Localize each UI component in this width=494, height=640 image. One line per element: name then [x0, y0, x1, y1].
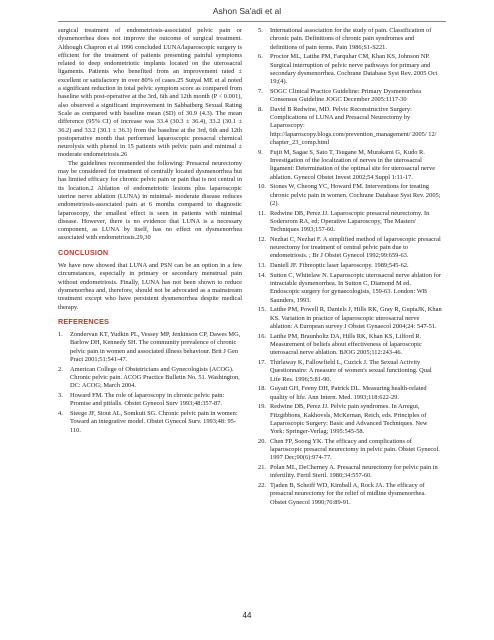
reference-item: [258, 306, 442, 331]
reference-item: [58, 331, 242, 364]
reference-number: 15.: [258, 306, 266, 314]
reference-list: [258, 27, 442, 507]
reference-text: Thirlaway K, Fallowfield L, Cuzick J. The Sexual Activity Questionnaire: A measure of women's sexual functioning. Qual Life Res. 1996;5:81-90.: [270, 358, 432, 383]
reference-item: [258, 438, 442, 463]
reference-item: [258, 272, 442, 305]
header-rule: [58, 21, 446, 22]
reference-text: Zondervan KT, Yudkin PL, Vessey MP, Jenkinson CP, Dawes MG, Barlow DH, Kennedy SH. The community prevalence of chronic pelvic pain in women and associated illness behaviour. Brit J Gen Pract 2001;51:541-47.: [70, 331, 241, 363]
reference-number: 11.: [258, 209, 266, 217]
reference-item: [258, 210, 442, 235]
reference-number: 10.: [258, 183, 266, 191]
reference-number: 18.: [258, 385, 266, 393]
conclusion-paragraph: We have now showed that LUNA and PSN can be an option in a few circumstances, especially in primary or secondary menstrual pain without endometriosis. Finally, LUNA has not been shown to reduce dysmenorrhea and, therefore, should not be advocated as a mainstream treatment except who have persistent dysmenorrhea despite medical therapy.: [58, 262, 242, 311]
reference-item: [258, 403, 442, 436]
reference-number: 16.: [258, 332, 266, 340]
reference-number: 19.: [258, 403, 266, 411]
reference-item: [258, 53, 442, 86]
reference-text: SOGC Clinical Practice Guideline: Primary Dysmenorrhea Consensus Guideline JOGC December 2005:1117-30: [270, 87, 422, 104]
reference-number: 4.: [58, 409, 63, 417]
reference-item: [58, 410, 242, 435]
reference-item: [58, 392, 242, 409]
reference-text: Proctor ML, Latthe PM, Farquhar CM, Khan KS, Johnson NP. Surgical interruption of pelvic nerve pathways for primary and secondary dysmenorrhea. Cochrane Database Syst Rev. 2005 Oct 19;(4).: [270, 53, 438, 86]
reference-number: 17.: [258, 358, 266, 366]
page-number: 44: [242, 611, 252, 620]
reference-number: 8.: [258, 105, 263, 113]
reference-number: 9.: [258, 148, 263, 156]
reference-number: 1.: [58, 331, 63, 339]
reference-item: [258, 236, 442, 261]
reference-item: [258, 385, 442, 402]
right-column: [258, 27, 442, 508]
reference-item: [258, 333, 442, 358]
reference-text: Redwine DB, Perez JJ. Laparoscopic presacral neurectomy. In Sodersrom RA, ed; Operative Laparoscopy, The Masters' Techniques 1993;157-60.: [270, 209, 430, 234]
reference-number: 20.: [258, 437, 266, 445]
reference-text: Stones W, Cheong YC, Howard FM. Interventions for treating chronic pelvic pain in women. Cochrane Database Syst Rev. 2005;(2).: [270, 183, 441, 207]
reference-number: 5.: [258, 27, 263, 34]
reference-number: 3.: [58, 391, 63, 399]
reference-text: American College of Obstetricians and Gynecologists (ACOG). Chronic pelvic pain. ACOG Practice Bulletin No. 51. Washington, DC: ACOG; March 2004.: [70, 365, 240, 390]
reference-item: [258, 359, 442, 384]
reference-text: Guyatt GH, Feeny DH, Patrick DL. Measuring health-related quality of life. Ann Intern. Med. 1993;118:622-29.: [270, 385, 427, 401]
reference-text: Tjaden B, Scheiff WD, Kimball A, Rock JA. The efficacy of presacral neurectomy for the relief of midline dysmenorrhea. Obstet Gynecol 1990;76:89-91.: [270, 482, 426, 506]
reference-item: [258, 27, 442, 52]
reference-text: Steege JF, Stout AL, Somkuti SG. Chronic pelvic pain in women: Toward an integrative model. Obstet Gynecol Surv. 1993;48: 95-110.: [70, 409, 238, 434]
reference-number: 12.: [258, 235, 266, 243]
reference-item: [258, 482, 442, 507]
reference-item: [258, 149, 442, 182]
reference-item: [258, 106, 442, 147]
reference-text: Daniell JF. Fibreoptic laser laparoscopy. 1989;545-62.: [270, 262, 409, 270]
body-paragraph: The guidelines recommended the following: Presacral neurectomy may be considered for treatment of centrally located dysmenorrhea but has limited efficacy for chronic pelvic pain or pain that is not central in its location.2 Ablation of endometriotic lesions plus laparoscopic uterine nerve ablation (LUNA) in minimal- moderate disease reduces endometriosis-associated pain at 6 months compared to diagnostic laparoscopy, the smallest effect is seen in patients with minimal disease. However, there is no evidence that LUNA is a necessary component, as LUNA by itself, has no effect on dysmenorrhea associated with endometriosis.29,30: [58, 159, 242, 242]
reference-number: 13.: [258, 262, 266, 270]
reference-text: Redwine DB, Perez JJ. Pelvic pain syndromes. In Arregui, Fitzgibbons, Kakhovsls, McKernan, Reich, eds. Principles of Laparoscopic Surgery: Basic and Advanced Techniques. New York: Springer-Verlag; 1995:545-58.: [270, 403, 428, 436]
reference-item: [58, 366, 242, 391]
reference-item: [258, 262, 442, 270]
reference-number: 22.: [258, 482, 266, 490]
reference-text: David B Redwine, MD. Pelvic Reconstructive Surgery: Complications of LUNA and Presacral Neurectomy by Laparoscopy: http://laparoscopy.blogs.com/prevention_management/ 2005/ 12/ chapter_23_comp.html: [270, 105, 437, 147]
reference-text: Sutton C, Whitelaw N. Laparoscopic uterosacral nerve ablation for intractable dysmenorrhea. In Sutton C, Diamond M ed. Endoscopic surgery for gynaecologists, 159-63. London: WB Saunders, 1993.: [270, 271, 441, 304]
reference-number: 6.: [258, 53, 263, 61]
reference-text: Howard FM. The role of laparoscopy in chronic pelvic pain: Promise and pitfalls. Obstet Gynecol Surv 1993;48:357-87.: [70, 391, 225, 408]
reference-text: International association for the study of pain. Classification of chronic pain. Definitions of chronic pain syndromes and definitions of pain terms. Pain 1986;S1-S221.: [270, 27, 432, 51]
reference-text: Polan ML, DeCherney A. Presacral neurectomy for pelvic pain in infertility. Fertil Steril. 1980;34:557-60.: [270, 464, 438, 480]
reference-number: 21.: [258, 464, 266, 472]
reference-item: [258, 88, 442, 105]
conclusion-heading: CONCLUSION: [58, 247, 109, 257]
references-heading: REFERENCES: [58, 316, 110, 326]
reference-item: [258, 464, 442, 481]
reference-text: Chen FP, Soong YK. The efficacy and complications of laparoscopic presacral neurectomy in pelvic pain. Obstet Gynecol. 1997 Dec;90(6):974-77.: [270, 437, 440, 462]
reference-list: [58, 331, 242, 435]
left-column: [58, 27, 242, 436]
reference-text: Latthe PM, Powell R, Daniels J, Hills RK, Gray R, GuptaJK, Khan KS. Variation in practice of laparoscopic uterosacral nerve ablation: A European survey J Obstet Gynaecol 2004;24: 547-51.: [270, 306, 442, 330]
reference-item: [258, 183, 442, 208]
reference-number: 7.: [258, 87, 263, 95]
reference-text: Latthe PM, Braunholtz DA, Hills RK, Khan KS, Lilford R. Measurement of beliefs about effectiveness of laparoscopic uterosacral nerve ablation. BJOG 2005;112:243-46.: [270, 332, 422, 357]
body-paragraph: surgical treatment of endometriosis-associated pelvic pain or dysmenorrhea does not improve the outcome of surgical treatment. Although Chapron et al 1996 concluded LUNA/laparoscopic surgery is efficient for the treatment of patients presenting painful symptoms related to deep endometriotic implants located on the uterosacral ligaments. Patients who benefited from an improvement rated ± excellent or satisfactory in over 80% of cases.25 Sutyal ME et al noted a significant reduction in total pelvic symptom score as compared from baseline with post-operative at the 3rd, 6th and 12th month (P < 0.001), also observed a significant improvement in Sabbatberg Sexual Rating Scale as compared with baseline mean (SD) of 30.9 (4.3). The mean difference (95% CI) of increase was 33.4 (30.3 ± 36.4), 33.2 (30.1 ± 36.2) and 33.2 (30.1 ± 36.3) from the baseline at the 3rd, 6th and 12th postoperative month that performed laparoscopic presacral chemical neurolysis with phenol in 15 patients with pelvic pain and minimal ± moderate endometriosis.26: [58, 27, 242, 159]
running-head: Ashon Sa'adi et al: [212, 6, 282, 16]
reference-text: Nezhat C, Nezhat F. A simplified method of laparoscopic presacral neurectomy for treatment of central pelvic pain due to endometriosis. ; Br J Obstet Gynecol 1992;99:659-63.: [270, 235, 441, 260]
reference-number: 2.: [58, 365, 63, 373]
reference-number: 14.: [258, 271, 266, 279]
reference-text: Fujii M, Sagae S, Sato T, Tsugane M, Murakami G, Kudo R. Investigation of the localization of nerves in the uterosacral ligament: Determination of the optimal site for uterosacral nerve ablation. Gynecol Obstet Invest 2002;54 Suppl 1:11-17.: [270, 148, 436, 181]
